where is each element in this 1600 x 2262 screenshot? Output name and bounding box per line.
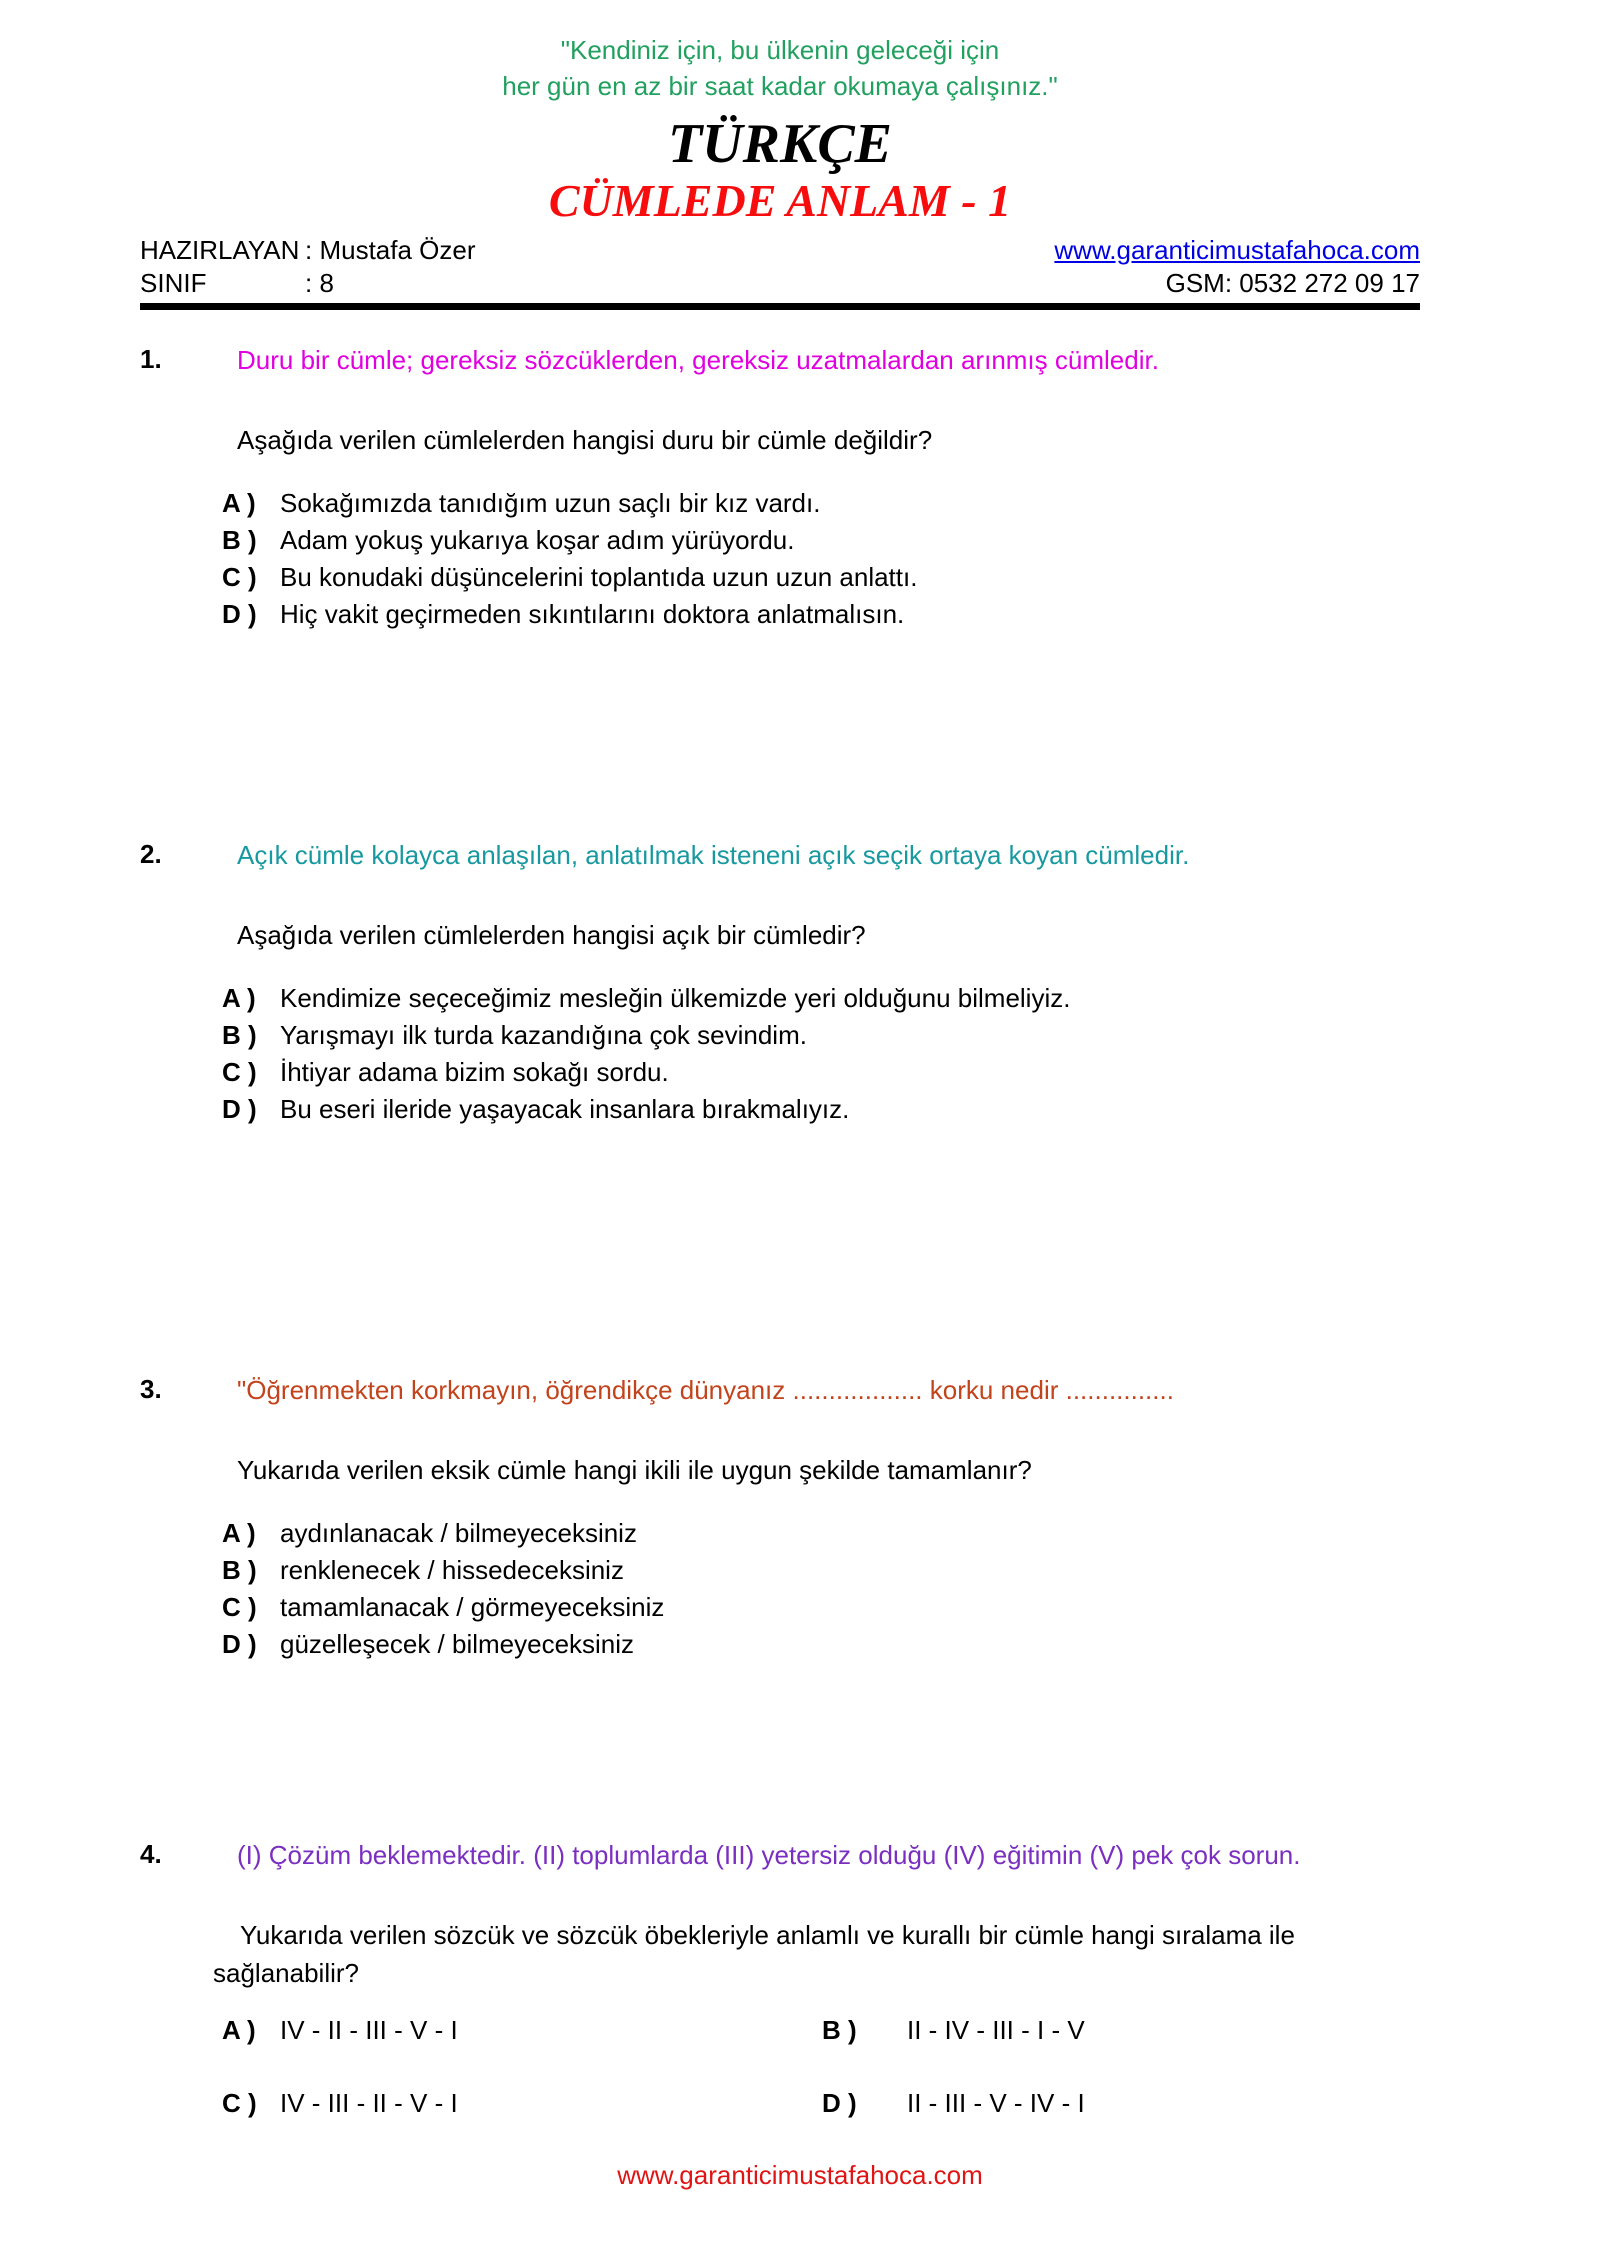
footer-url: www.garanticimustafahoca.com <box>617 2160 983 2190</box>
option-row <box>222 1552 1420 1589</box>
prepared-by-value: : Mustafa Özer <box>305 235 476 265</box>
question-3-prompt: "Öğrenmekten korkmayın, öğrendikçe dünyanız .................. korku nedir ............... <box>237 1375 1174 1405</box>
option-row <box>222 1515 1420 1552</box>
option-text: Adam yokuş yukarıya koşar adım yürüyordu. <box>280 525 795 555</box>
header-info-left <box>140 234 476 300</box>
prepared-by-row <box>140 234 476 267</box>
topic-title: CÜMLEDE ANLAM - 1 <box>548 175 1012 226</box>
quote-line-2: her gün en az bir saat kadar okumaya çalışınız." <box>502 71 1058 101</box>
question-2 <box>140 839 1420 1128</box>
option-letter: A ) <box>222 983 256 1013</box>
option-text: II - IV - III - I - V <box>907 2015 1085 2045</box>
option-letter: B ) <box>222 1555 257 1585</box>
question-4-number: 4. <box>140 1839 162 1869</box>
question-4 <box>140 1839 1420 2122</box>
option-letter: D ) <box>822 2088 857 2118</box>
question-1-stem: Aşağıda verilen cümlelerden hangisi duru bir cümle değildir? <box>237 425 933 455</box>
option-text: renklenecek / hissedeceksiniz <box>280 1555 624 1585</box>
gsm-number: GSM: 0532 272 09 17 <box>1165 268 1420 298</box>
option-letter: A ) <box>222 488 256 518</box>
question-4-options <box>222 2012 1420 2122</box>
option-row <box>822 2085 1420 2122</box>
class-label: SINIF <box>140 268 207 298</box>
option-row <box>222 1091 1420 1128</box>
option-text: aydınlanacak / bilmeyeceksiniz <box>280 1518 637 1548</box>
option-letter: B ) <box>222 525 257 555</box>
option-letter: D ) <box>222 1629 257 1659</box>
question-2-stem: Aşağıda verilen cümlelerden hangisi açık bir cümledir? <box>237 920 866 950</box>
question-2-options <box>222 980 1420 1128</box>
option-letter: B ) <box>822 2015 857 2045</box>
option-row <box>222 2012 822 2049</box>
option-letter: B ) <box>222 1020 257 1050</box>
option-letter: A ) <box>222 2015 256 2045</box>
option-text: II - III - V - IV - I <box>907 2088 1085 2118</box>
header-info-right <box>1054 234 1420 300</box>
option-text: Sokağımızda tanıdığım uzun saçlı bir kız vardı. <box>280 488 821 518</box>
option-letter: C ) <box>222 562 257 592</box>
class-value: : 8 <box>305 268 334 298</box>
option-row <box>222 1589 1420 1626</box>
header-info <box>140 234 1420 300</box>
website-link[interactable]: www.garanticimustafahoca.com <box>1054 235 1420 265</box>
option-row <box>222 559 1420 596</box>
option-text: IV - II - III - V - I <box>280 2015 458 2045</box>
motivational-quote <box>140 0 1420 104</box>
option-row <box>822 2012 1420 2049</box>
option-row <box>222 522 1420 559</box>
option-letter: C ) <box>222 1057 257 1087</box>
option-letter: D ) <box>222 1094 257 1124</box>
header-divider <box>140 303 1420 310</box>
question-2-number: 2. <box>140 839 162 869</box>
question-3-options <box>222 1515 1420 1663</box>
option-text: Yarışmayı ilk turda kazandığına çok sevindim. <box>280 1020 807 1050</box>
option-row <box>222 980 1420 1017</box>
option-row <box>222 485 1420 522</box>
question-1-prompt: Duru bir cümle; gereksiz sözcüklerden, gereksiz uzatmalardan arınmış cümledir. <box>237 345 1159 375</box>
prepared-by-label: HAZIRLAYAN <box>140 235 300 265</box>
class-row <box>140 267 476 300</box>
option-text: Bu konudaki düşüncelerini toplantıda uzun uzun anlattı. <box>280 562 918 592</box>
option-letter: C ) <box>222 1592 257 1622</box>
option-text: İhtiyar adama bizim sokağı sordu. <box>280 1057 669 1087</box>
question-1-number: 1. <box>140 344 162 374</box>
question-3-stem: Yukarıda verilen eksik cümle hangi ikili ile uygun şekilde tamamlanır? <box>237 1455 1032 1485</box>
option-letter: C ) <box>222 2088 257 2118</box>
question-4-prompt: (I) Çözüm beklemektedir. (II) toplumlarda (III) yetersiz olduğu (IV) eğitimin (V) pek çok sorun. <box>237 1840 1301 1870</box>
option-row <box>222 1017 1420 1054</box>
option-row <box>222 1626 1420 1663</box>
option-text: tamamlanacak / görmeyeceksiniz <box>280 1592 665 1622</box>
question-2-prompt: Açık cümle kolayca anlaşılan, anlatılmak isteneni açık seçik ortaya koyan cümledir. <box>237 840 1190 870</box>
question-4-stem: Yukarıda verilen sözcük ve sözcük öbekleriyle anlamlı ve kurallı bir cümle hangi sıralama ile sağlanabilir? <box>213 1920 1295 1988</box>
option-row <box>222 596 1420 633</box>
option-row <box>222 1054 1420 1091</box>
question-3 <box>140 1374 1420 1663</box>
option-text: IV - III - II - V - I <box>280 2088 458 2118</box>
question-3-number: 3. <box>140 1374 162 1404</box>
subject-title: TÜRKÇE <box>667 113 893 175</box>
option-text: güzelleşecek / bilmeyeceksiniz <box>280 1629 635 1659</box>
option-row <box>222 2085 822 2122</box>
quote-line-1: "Kendiniz için, bu ülkenin geleceği için <box>560 35 1000 65</box>
option-text: Bu eseri ileride yaşayacak insanlara bırakmalıyız. <box>280 1094 850 1124</box>
option-text: Kendimize seçeceğimiz mesleğin ülkemizde yeri olduğunu bilmeliyiz. <box>280 983 1071 1013</box>
question-1-options <box>222 485 1420 633</box>
option-text: Hiç vakit geçirmeden sıkıntılarını doktora anlatmalısın. <box>280 599 905 629</box>
option-letter: A ) <box>222 1518 256 1548</box>
question-1 <box>140 344 1420 633</box>
option-letter: D ) <box>222 599 257 629</box>
